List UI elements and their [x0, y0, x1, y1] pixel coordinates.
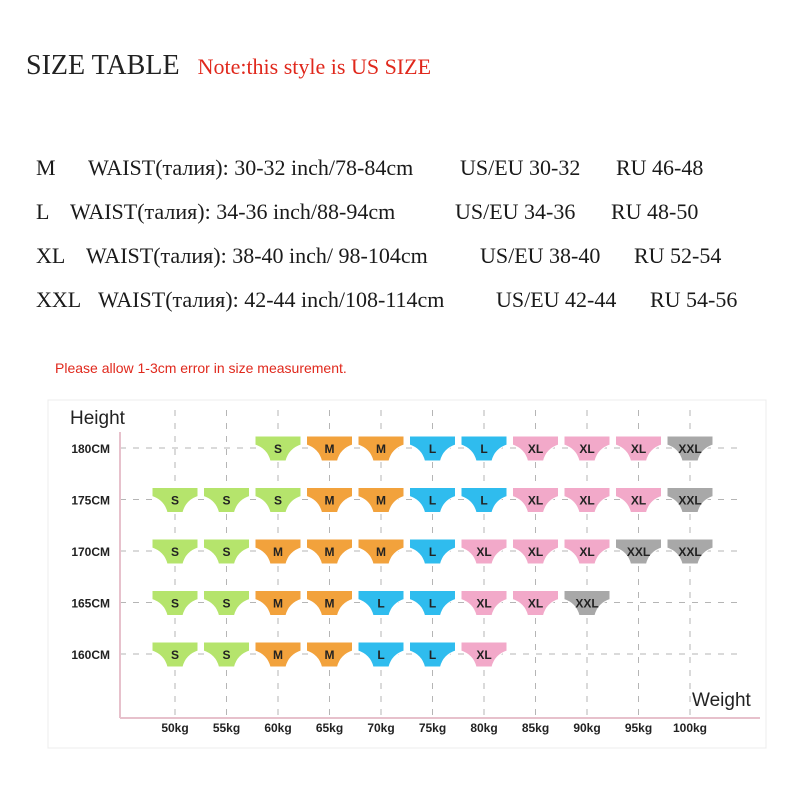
- size-cell-label: L: [428, 442, 437, 456]
- size-cell-label: L: [428, 596, 437, 611]
- size-cell-label: M: [376, 442, 386, 456]
- y-tick-label: 165CM: [71, 596, 110, 611]
- size-cell-label: M: [376, 545, 386, 559]
- size-row-us-eu: US/EU 30-32: [460, 155, 581, 180]
- size-cell-label: L: [480, 442, 488, 456]
- size-cell-label: XL: [476, 545, 492, 559]
- size-cell-label: XL: [579, 493, 595, 508]
- size-cell-label: L: [428, 648, 437, 662]
- size-cell-label: XXL: [678, 545, 702, 559]
- x-tick-label: 70kg: [367, 721, 395, 735]
- size-cell-label: XL: [630, 442, 647, 456]
- x-tick-label: 90kg: [573, 721, 601, 735]
- size-cell-label: L: [480, 493, 488, 508]
- size-cell-label: S: [170, 493, 180, 508]
- size-row-us-eu: US/EU 34-36: [455, 199, 576, 224]
- size-cell-label: XXL: [626, 545, 651, 559]
- size-cell-label: XXL: [678, 442, 702, 456]
- size-cell-label: M: [324, 493, 335, 508]
- size-cell-label: S: [222, 596, 231, 611]
- x-tick-label: 50kg: [161, 721, 189, 735]
- x-tick-label: 95kg: [624, 721, 653, 735]
- size-cell-label: XL: [579, 545, 595, 559]
- size-cell-label: M: [324, 442, 335, 456]
- size-row-us-eu: US/EU 38-40: [480, 243, 601, 268]
- x-tick-label: 85kg: [521, 721, 550, 735]
- size-cell-label: S: [170, 596, 180, 611]
- y-tick-label: 160CM: [71, 648, 110, 662]
- size-row-us-eu: US/EU 42-44: [496, 287, 617, 312]
- size-cell-label: S: [273, 442, 283, 456]
- size-cell-label: XL: [527, 493, 544, 508]
- size-row-ru: RU 52-54: [634, 243, 722, 268]
- size-cell-label: S: [170, 545, 180, 559]
- y-tick-label: 170CM: [71, 545, 110, 559]
- size-row-size: XL: [36, 243, 66, 268]
- size-cell-label: L: [377, 596, 385, 611]
- x-tick-label: 75kg: [418, 721, 447, 735]
- size-cell-label: XL: [527, 442, 544, 456]
- size-cell-label: S: [170, 648, 180, 662]
- size-cell-label: L: [428, 493, 437, 508]
- x-tick-label: 80kg: [470, 721, 498, 735]
- y-tick-label: 175CM: [71, 493, 110, 508]
- size-cell-label: XL: [527, 596, 544, 611]
- size-row-waist: WAIST(талия): 34-36 inch/88-94cm: [70, 199, 396, 224]
- size-row-size: XXL: [36, 287, 82, 312]
- size-cell-label: S: [222, 545, 231, 559]
- size-cell-label: XXL: [678, 493, 702, 508]
- y-tick-label: 180CM: [71, 442, 110, 456]
- size-cell-label: M: [324, 545, 335, 559]
- size-cell-label: L: [428, 545, 437, 559]
- size-cell-label: XL: [527, 545, 544, 559]
- x-tick-label: 55kg: [212, 721, 241, 735]
- size-cell-label: M: [324, 648, 335, 662]
- size-cell-label: S: [222, 493, 231, 508]
- size-row-waist: WAIST(талия): 38-40 inch/ 98-104cm: [86, 243, 428, 268]
- size-row-size: L: [36, 199, 50, 224]
- size-row-ru: RU 46-48: [616, 155, 704, 180]
- x-tick-label: 100kg: [672, 721, 708, 735]
- size-row-waist: WAIST(талия): 42-44 inch/108-114cm: [98, 287, 445, 312]
- x-tick-label: 65kg: [315, 721, 344, 735]
- size-cell-label: M: [273, 545, 283, 559]
- size-cell-label: XL: [476, 596, 492, 611]
- size-cell-label: XL: [476, 648, 492, 662]
- size-cell-label: XL: [579, 442, 595, 456]
- size-row-waist: WAIST(талия): 30-32 inch/78-84cm: [88, 155, 414, 180]
- size-cell-label: S: [273, 493, 283, 508]
- y-axis-title: Height: [70, 408, 125, 429]
- size-cell-label: M: [376, 493, 386, 508]
- size-cell-label: S: [222, 648, 231, 662]
- size-row-ru: RU 54-56: [650, 287, 738, 312]
- size-row-size: M: [36, 155, 56, 180]
- size-cell-label: M: [273, 648, 283, 662]
- chart-panel: [48, 400, 766, 748]
- header-note: Note:this style is US SIZE: [197, 54, 432, 79]
- size-cell-label: XL: [630, 493, 647, 508]
- error-note: Please allow 1-3cm error in size measurement.: [55, 360, 347, 376]
- size-cell-label: M: [324, 596, 335, 611]
- size-cell-label: XXL: [575, 596, 599, 611]
- size-row-ru: RU 48-50: [611, 199, 699, 224]
- x-tick-label: 60kg: [264, 721, 292, 735]
- page-title: SIZE TABLE: [26, 50, 180, 81]
- x-axis-title: Weight: [692, 690, 751, 711]
- size-cell-label: L: [377, 648, 385, 662]
- size-cell-label: M: [273, 596, 283, 611]
